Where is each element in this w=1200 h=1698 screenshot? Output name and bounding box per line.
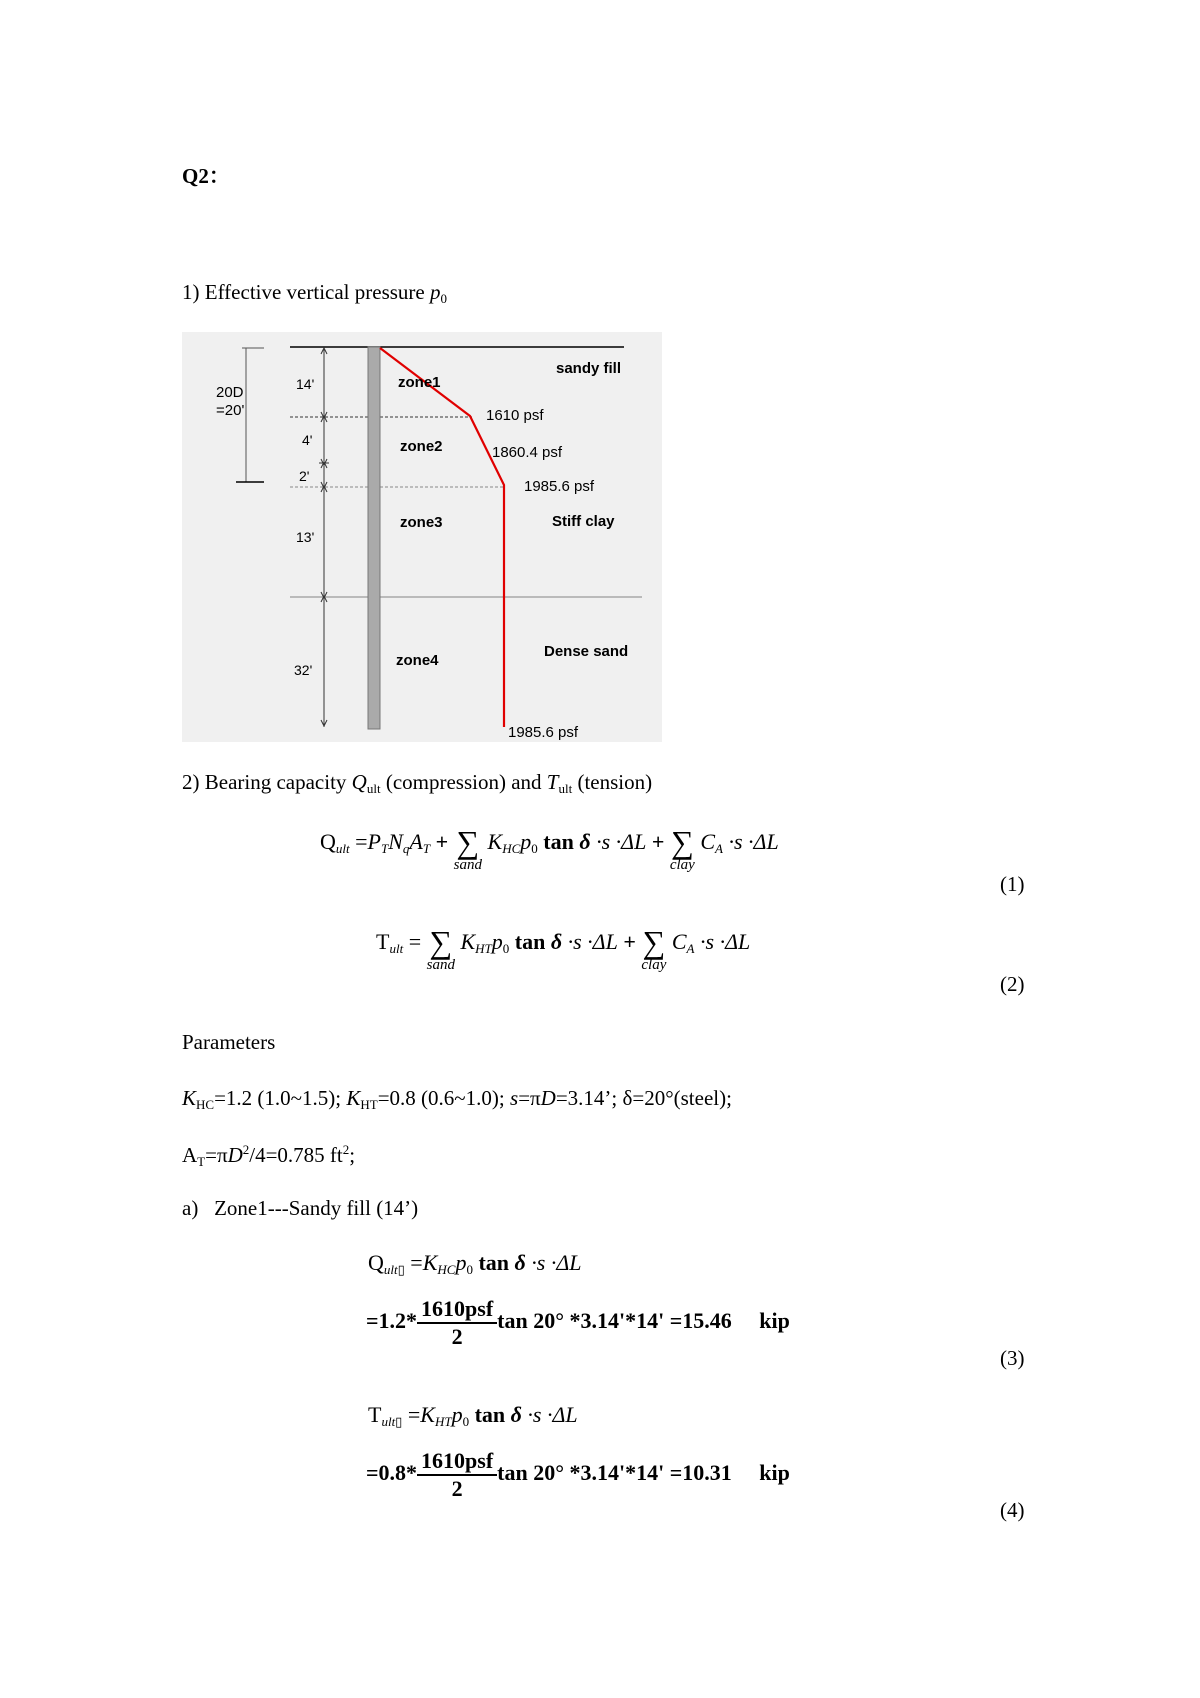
- eq2-equals: =: [408, 929, 422, 954]
- equation-4-number: (4): [1000, 1498, 1025, 1522]
- section-2-Q-sub: ult: [366, 781, 381, 796]
- section-2-label-b: (compression) and: [380, 770, 547, 794]
- eq1-N: N: [388, 829, 403, 854]
- zone3-label: zone3: [400, 514, 443, 531]
- eq2-C-sub: A: [686, 941, 695, 956]
- eq3-lhs-sub: ult▯: [383, 1262, 405, 1277]
- eq1-A: A: [409, 829, 423, 854]
- param-K-ht: K: [346, 1086, 361, 1110]
- param-A-D-sup: 2: [242, 1142, 250, 1157]
- eq1-tan: tan: [543, 829, 574, 854]
- pressure-label-1: 1610 psf: [486, 407, 544, 424]
- eq1-plus-1: +: [435, 829, 449, 854]
- pressure-figure-svg: [182, 332, 662, 742]
- eq1-P-sub: T: [381, 841, 389, 856]
- eq1-P: P: [367, 829, 381, 854]
- eq2-s: ·s: [567, 929, 582, 954]
- param-K-ht-value: =0.8 (0.6~1.0);: [377, 1086, 510, 1110]
- eq1-sum-sand: [454, 826, 482, 873]
- eq1-sigma-2: ∑: [670, 824, 694, 860]
- parameters-line-1: [182, 1086, 732, 1113]
- section-2-title: [182, 770, 652, 797]
- eq2-tan: tan: [514, 929, 546, 954]
- label-20D: 20D: [216, 384, 244, 401]
- eq1-dL: ·ΔL: [615, 829, 647, 854]
- eq3-K: K: [422, 1250, 438, 1275]
- eq1-lhs-sub: ult: [335, 841, 350, 856]
- eq3-p: p: [455, 1250, 467, 1275]
- param-K-hc: K: [182, 1086, 197, 1110]
- eq3-numerator: 1610psf: [417, 1296, 497, 1324]
- eq3-fraction: [417, 1296, 497, 1350]
- eq2-K: K: [460, 929, 476, 954]
- eq2-K-sub: HT: [475, 941, 492, 956]
- equation-3-line-2: [366, 1296, 790, 1350]
- equation-4-line-2: [366, 1448, 790, 1502]
- eq4-K-sub: HT: [434, 1414, 452, 1429]
- param-s: s: [510, 1086, 519, 1110]
- eq3-prefix: =1.2*: [366, 1308, 418, 1334]
- eq4-dL: ·ΔL: [546, 1402, 578, 1427]
- param-A-D: D: [227, 1143, 243, 1167]
- eq3-dL: ·ΔL: [550, 1250, 582, 1275]
- pressure-figure: [182, 332, 662, 742]
- param-s-value: =3.14’; δ=20°(steel);: [555, 1086, 732, 1110]
- param-A: A: [182, 1143, 198, 1167]
- pile: [368, 347, 380, 729]
- section-2-Q: Q: [351, 770, 367, 794]
- eq2-sum-sand: [427, 926, 455, 973]
- eq1-p-sub: 0: [531, 841, 538, 856]
- eq4-lhs: T: [368, 1402, 382, 1427]
- eq4-unit: kip: [759, 1460, 790, 1486]
- section-1-title: [182, 280, 447, 307]
- eq1-K: K: [487, 829, 503, 854]
- section-1-var-sub: 0: [440, 291, 447, 306]
- eq1-s-2: ·s: [728, 829, 743, 854]
- pressure-profile-line: [380, 348, 504, 727]
- stiff-clay-label: Stiff clay: [552, 513, 615, 530]
- eq1-dL-2: ·ΔL: [748, 829, 779, 854]
- equation-1-number: (1): [1000, 872, 1025, 896]
- eq4-s: ·s: [527, 1402, 542, 1427]
- equation-4-line-1: [368, 1402, 578, 1430]
- eq3-tan: tan: [478, 1250, 510, 1275]
- eq2-lhs: T: [376, 929, 390, 954]
- eq2-p-sub: 0: [502, 941, 510, 956]
- eq4-numerator: 1610psf: [417, 1448, 497, 1476]
- sandy-fill-label: sandy fill: [556, 360, 622, 377]
- eq2-s-2: ·s: [700, 929, 715, 954]
- param-A-unit-sup: 2: [342, 1142, 350, 1157]
- parameters-line-2: [182, 1142, 355, 1170]
- param-A-eq: =π: [205, 1143, 228, 1167]
- eq1-clay-limit: clay: [669, 857, 695, 873]
- equation-2: [376, 926, 750, 973]
- eq1-s: ·s: [596, 829, 611, 854]
- param-K-hc-value: =1.2 (1.0~1.5);: [214, 1086, 347, 1110]
- eq2-sum-clay: [641, 926, 666, 973]
- eq1-C: C: [700, 829, 716, 854]
- param-A-value: /4=0.785 ft: [249, 1143, 343, 1167]
- eq1-lhs: Q: [320, 829, 336, 854]
- equation-1: [320, 826, 779, 873]
- equation-2-number: (2): [1000, 972, 1025, 996]
- eq2-dL: ·ΔL: [587, 929, 618, 954]
- param-K-ht-sub: HT: [360, 1097, 378, 1112]
- eq4-result: tan 20° *3.14'*14' =10.31: [497, 1460, 732, 1486]
- pressure-label-3: 1985.6 psf: [524, 478, 595, 495]
- eq4-lhs-sub: ult▯: [381, 1414, 403, 1429]
- eq2-dL-2: ·ΔL: [719, 929, 751, 954]
- section-2-label-a: 2) Bearing capacity: [182, 770, 352, 794]
- eq1-plus-2: +: [651, 829, 665, 854]
- parameters-title: Parameters: [182, 1030, 276, 1054]
- eq2-lhs-sub: ult: [389, 941, 404, 956]
- eq1-delta: δ: [579, 829, 591, 854]
- eq3-K-sub: HC: [437, 1262, 456, 1277]
- eq4-p: p: [451, 1402, 463, 1427]
- section-1-label: 1) Effective vertical pressure: [182, 280, 430, 304]
- eq1-N-sub: q: [402, 841, 410, 856]
- eq2-delta: δ: [550, 929, 563, 954]
- section-1-var: p: [430, 280, 441, 304]
- eq4-p-sub: 0: [462, 1414, 470, 1429]
- eq3-s: ·s: [531, 1250, 546, 1275]
- eq1-equals: =: [355, 829, 368, 854]
- param-A-sub: T: [197, 1154, 206, 1169]
- eq2-sigma-1: ∑: [429, 924, 453, 960]
- dim-13ft: 13': [296, 529, 315, 545]
- eq4-equals: =: [407, 1402, 421, 1427]
- eq1-C-sub: A: [715, 841, 723, 856]
- eq2-clay-limit: clay: [641, 957, 667, 973]
- eq4-K: K: [420, 1402, 435, 1427]
- param-A-end: ;: [349, 1143, 356, 1167]
- eq3-result: tan 20° *3.14'*14' =15.46: [497, 1308, 732, 1334]
- eq2-C: C: [671, 929, 687, 954]
- eq2-sigma-2: ∑: [642, 924, 666, 960]
- eq2-p: p: [491, 929, 503, 954]
- equation-3-line-1: [368, 1250, 582, 1278]
- eq4-denominator: 2: [451, 1476, 463, 1501]
- zone4-label: zone4: [396, 652, 439, 669]
- zone1-title: a) Zone1---Sandy fill (14’): [182, 1196, 419, 1220]
- eq1-A-sub: T: [422, 841, 431, 856]
- section-2-T: T: [546, 770, 559, 794]
- dim-2ft: 2': [299, 468, 310, 484]
- pressure-label-2: 1860.4 psf: [492, 444, 563, 461]
- zone1-label: zone1: [398, 374, 441, 391]
- eq4-tan: tan: [474, 1402, 506, 1427]
- eq3-denominator: 2: [451, 1324, 463, 1349]
- eq4-prefix: =0.8*: [366, 1460, 418, 1486]
- param-K-hc-sub: HC: [196, 1097, 215, 1112]
- equation-3-number: (3): [1000, 1346, 1025, 1370]
- eq1-sand-limit: sand: [453, 857, 482, 873]
- question-heading: Q2：: [182, 164, 230, 188]
- eq3-equals: =: [410, 1250, 423, 1275]
- eq1-K-sub: HC: [502, 841, 521, 856]
- eq3-p-sub: 0: [466, 1262, 473, 1277]
- dim-4ft: 4': [302, 432, 313, 448]
- dim-32ft: 32': [294, 662, 313, 678]
- eq4-delta: δ: [510, 1402, 522, 1427]
- label-20ft: =20': [216, 402, 245, 419]
- eq2-plus: +: [623, 929, 636, 954]
- section-2-label-c: (tension): [572, 770, 653, 794]
- pressure-label-4: 1985.6 psf: [508, 724, 579, 741]
- eq4-fraction: [417, 1448, 497, 1502]
- eq1-sigma-1: ∑: [456, 824, 480, 860]
- eq3-unit: kip: [759, 1308, 790, 1334]
- eq3-lhs: Q: [368, 1250, 384, 1275]
- param-D: D: [540, 1086, 556, 1110]
- dense-sand-label: Dense sand: [544, 643, 629, 660]
- param-s-eq: =π: [518, 1086, 541, 1110]
- zone2-label: zone2: [400, 438, 443, 455]
- eq2-sand-limit: sand: [426, 957, 455, 973]
- section-2-T-sub: ult: [558, 781, 573, 796]
- eq3-delta: δ: [514, 1250, 526, 1275]
- eq1-p: p: [520, 829, 532, 854]
- dim-14ft: 14': [296, 376, 315, 392]
- eq1-sum-clay: [670, 826, 695, 873]
